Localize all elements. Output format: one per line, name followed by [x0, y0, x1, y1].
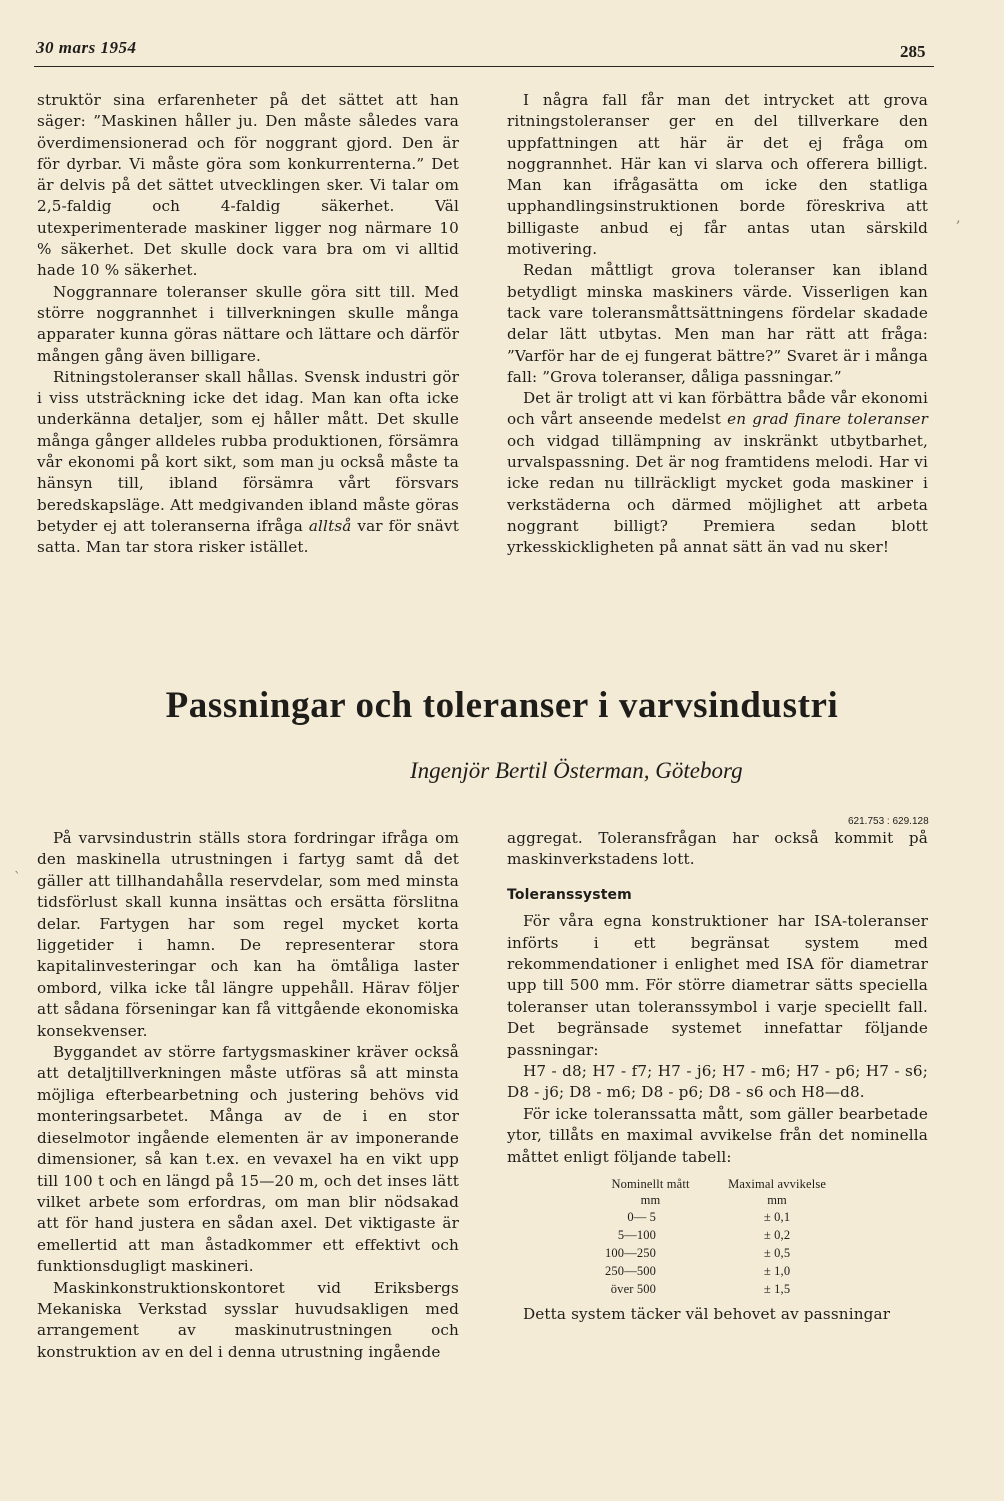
emphasis-text: en grad finare toleranser: [727, 410, 928, 429]
paragraph: aggregat. Toleransfrågan har också kommit på maskinverkstadens lott.: [507, 829, 928, 869]
max-deviation-cell: ± 1,5: [763, 1282, 791, 1297]
paragraph: [37, 367, 459, 559]
nominal-size-cell: 250—500: [605, 1264, 657, 1279]
article-byline: Ingenjör Bertil Österman, Göteborg: [410, 758, 743, 783]
fits-list: H7 - d8; H7 - f7; H7 - j6; H7 - m6; H7 - p6; H7 - s6; D8 - j6; D8 - m6; D8 - p6; D8 - s6 och H8—d8.: [507, 1062, 928, 1102]
paragraph: [507, 388, 928, 558]
table-row: [589, 1280, 842, 1298]
section-subheading: Toleranssystem: [507, 886, 632, 903]
paragraph: I några fall får man det intrycket att grova ritningstoleranser ger en del tillverkare den uppfattningen att här är det ej fråga om noggrannhet. Här kan vi slarva och offerera billigt. Man kan ifrågasätta om icke den statliga upphandlingsinstruktionen borde föreskriva att billigaste anbud ej får antas utan särskild motivering.: [507, 91, 928, 259]
top-left-column: [37, 90, 459, 559]
max-deviation-cell: ± 0,2: [763, 1228, 791, 1243]
header-rule: [34, 66, 934, 67]
running-header-date: 30 mars 1954: [36, 38, 137, 57]
paragraph: Noggrannare toleranser skulle göra sitt till. Med större noggrannhet i tillverkningen skulle många apparater kunna göras nättare och lättare och därför mången gång även billigare.: [37, 282, 459, 365]
stray-mark: ‚: [956, 210, 961, 226]
table-header: Nominellt mått: [611, 1177, 690, 1192]
paragraph-text: Ritningstoleranser skall hållas. Svensk industri gör i viss utsträckning icke det idag. Man kan ofta icke underkänna detaljer, som ej håller mått. Det skulle många gånger alldeles rubba produktionen, försämra vår ekonomi på kort sikt, som man ju också måste ta hänsyn till, ibland försämra vårt försvars beredskapsläge. Att medgivanden ibland måste göras betyder ej att toleranserna ifråga: [37, 367, 459, 535]
table-row: [589, 1208, 842, 1226]
table-row: [589, 1226, 842, 1244]
table-unit: mm: [767, 1193, 787, 1208]
paragraph-text: Det är troligt att vi kan förbättra både vår ekonomi och vårt anseende medelst: [507, 389, 928, 429]
paragraph: struktör sina erfarenheter på det sättet att han säger: ”Maskinen håller ju. Den måste således vara överdimensionerad och för noggrant gjord. Den är för dyrbar. Vi måste göra som konkurrenterna.” Det är delvis på det sättet utvecklingen sker. Vi talar om 2,5-faldig och 4-faldig säkerhet. Väl utexperimenterade maskiner ligger nog närmare 10 % säkerhet. Det skulle dock vara bra om vi alltid hade 10 % säkerhet.: [37, 91, 459, 280]
paragraph-text: var för snävt satta. Man tar stora risker istället.: [37, 516, 459, 557]
nominal-size-cell: över 500: [610, 1282, 657, 1297]
paragraph: För icke toleranssatta mått, som gäller bearbetade ytor, tillåts en maximal avvikelse från det nominella måttet enligt följande tabell:: [507, 1104, 928, 1166]
max-deviation-cell: ± 1,0: [763, 1264, 791, 1279]
nominal-size-cell: 0— 5: [627, 1210, 657, 1225]
tolerance-table: [589, 1176, 842, 1298]
paragraph: Maskinkonstruktionskontoret vid Eriksbergs Mekaniska Verkstad sysslar huvudsakligen med arrangement av maskinutrustningen och konstruktion av en del i denna utrustning ingående: [37, 1278, 459, 1361]
top-right-column: [507, 90, 928, 559]
paragraph: Byggandet av större fartygsmaskiner kräver också att detaljtillverkningen måste utföras så att minsta möjliga efterbearbetning och justering behövs vid monteringsarbetet. Många av de i en stor dieselmotor ingående elementen är av imponerande dimensioner, så kan t.ex. en vevaxel ha en vikt upp till 100 t och en längd på 15—20 m, och det inses lätt vilket arbete som erfordras, om man blir nödsakad att för hand justera en sådan axel. Det viktigaste är emellertid att man åstadkommer ett effektivt och funktionsdugligt maskineri.: [37, 1043, 459, 1276]
udc-classification: 621.753 : 629.128: [848, 816, 929, 827]
paragraph: Redan måttligt grova toleranser kan ibland betydligt minska maskiners värde. Visserligen kan tack vare toleransmåttsättningens fördelar skadade delar lätt utbytas. Men man har rätt att fråga: ”Varför har de ej fungerat bättre?” Svaret är i många fall: ”Grova toleranser, dåliga passningar.”: [507, 261, 928, 386]
emphasis-text: alltså: [308, 516, 352, 535]
stray-mark: `: [14, 870, 21, 886]
article-title: Passningar och toleranser i varvsindustri: [165, 685, 839, 726]
paragraph-text: och vidgad tillämpning av inskränkt utbytbarhet, urvalspassning. Det är nog framtidens melodi. Har vi icke redan nu tillräckligt mycket goda maskiner i verkstäderna och därmed möjlighet att arbeta noggrant billigt? Premiera sedan blott yrkesskickligheten på annat sätt än vad nu sker!: [507, 431, 928, 557]
nominal-size-cell: 100—250: [605, 1246, 657, 1261]
table-row: [589, 1262, 842, 1280]
nominal-size-cell: 5—100: [617, 1228, 657, 1243]
paragraph: Detta system täcker väl behovet av passningar: [522, 1305, 891, 1324]
bottom-right-column: [507, 828, 928, 1326]
max-deviation-cell: ± 0,1: [763, 1210, 791, 1225]
paragraph: På varvsindustrin ställs stora fordringar ifråga om den maskinella utrustningen i fartyg samt då det gäller att tillhandahålla reservdelar, som med minsta tidsförlust skall kunna insättas och ersätta förslitna delar. Fartygen har som regel mycket korta liggetider i hamn. De representerar stora kapitalinvesteringar och kan ha ömtåliga laster ombord, vilka icke tål längre uppehåll. Härav följer att sådana förseningar kan få vittgående ekonomiska konsekvenser.: [37, 829, 459, 1040]
paragraph: För våra egna konstruktioner har ISA-toleranser införts i ett begränsat system med rekommendationer i enlighet med ISA för diametrar upp till 500 mm. För större diametrar sätts speciella toleranser utan toleranssymbol i varje speciellt fall. Det begränsade systemet innefattar följande passningar:: [507, 912, 928, 1059]
max-deviation-cell: ± 0,5: [763, 1246, 791, 1261]
table-header: Maximal avvikelse: [728, 1177, 827, 1192]
page-number: 285: [900, 42, 926, 61]
table-unit: mm: [640, 1193, 661, 1208]
bottom-left-column: [37, 828, 459, 1363]
table-row: [589, 1244, 842, 1262]
